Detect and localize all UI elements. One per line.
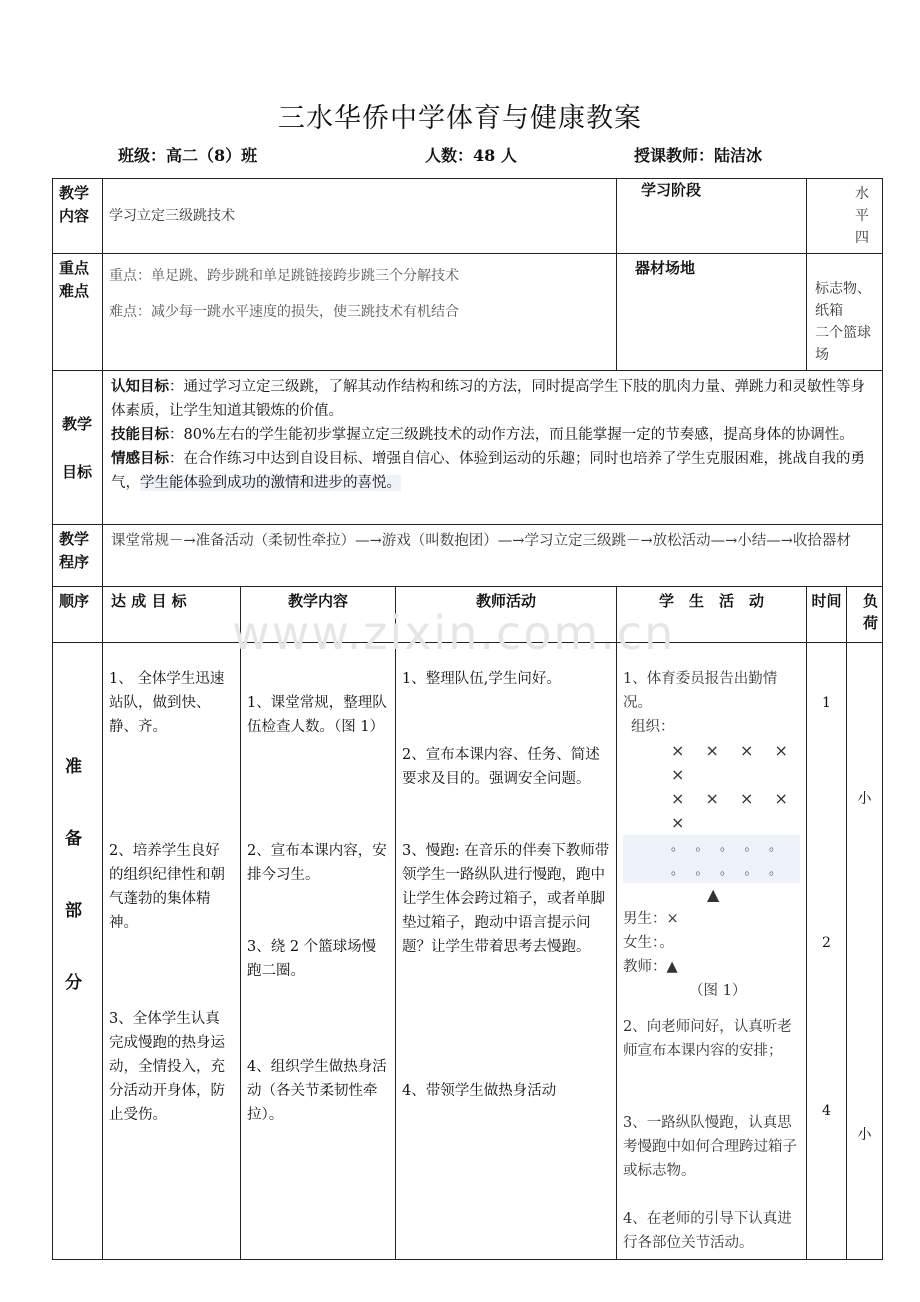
equip-value [807,254,883,371]
content-item: 1、课堂常规，整理队伍检查人数。（图 1） [247,695,387,735]
goal-item: 2、培养学生良好的组织纪律性和朝气蓬勃的集体精神。 [109,843,225,931]
legend-teacher [623,955,800,1003]
content-row [53,179,883,254]
key-point: 重点：单足跳、跨步跳和单足跳链接跨步跳三个分解技术 [109,268,459,284]
contents-cell [241,643,396,1260]
col-student: 学 生 活 动 [617,587,807,643]
content-item: 4、组织学生做热身活动（各关节柔韧性牵拉）。 [247,1059,387,1123]
equip-item: 二个篮球场 [815,325,872,363]
section-char: 准 [65,757,82,777]
time-value: 2 [822,935,831,951]
goals-cell [103,643,241,1260]
col-goal: 达 成 目 标 [103,587,241,643]
content-value: 学习立定三级跳技术 [103,179,617,254]
load-value: 小 [857,1127,872,1143]
cognitive-text: ：通过学习立定三级跳，了解其动作结构和练习的方法，同时提高学生下肢的肌肉力量、弹跳力和灵敏性等身体素质，让学生知道其锻炼的价值。 [111,379,865,419]
procedure-label: 教学程序 [53,525,103,587]
key-label: 重点难点 [53,254,103,371]
watermark: www.zixin.com.cn [232,606,676,660]
equip-item: 标志物、纸箱 [815,281,872,319]
student-item: 3、一路纵队慢跑，认真思考慢跑中如何合理跨过箱子或标志物。 [623,1115,797,1179]
formation-row-x: × × × × × [671,789,796,832]
student-cell [617,643,807,1260]
col-order: 顺序 [53,587,103,643]
student-item: 4、在老师的引导下认真进行各部位关节活动。 [623,1211,792,1251]
col-time: 时间 [807,587,847,643]
difficult-point: 难点：减少每一跳水平速度的损失，使三跳技术有机结合 [109,304,459,320]
content-item: 3、绕 2 个篮球场慢跑二圈。 [247,939,377,979]
emotion-text: ：在合作练习中达到自设目标、增强自信心、体验到运动的乐趣；同时也培养了学生克服困难，挑战自我的勇气， [111,451,865,491]
objectives-row [53,371,883,525]
emotion-objective [111,447,876,495]
section-label [53,643,103,1260]
time-cell [807,643,847,1260]
equip-label: 器材场地 [617,254,807,371]
skill-objective [111,423,876,447]
procedure-row [53,525,883,587]
page-title: 三水华侨中学体育与健康教案 [278,103,642,134]
section-char: 分 [65,973,82,993]
stage-label: 学习阶段 [617,179,807,254]
figure-label: （图 1） [689,983,747,999]
student-count: 人数：48 人 [425,146,517,165]
key-points [103,254,617,371]
time-value: 4 [822,1103,831,1119]
section-char: 备 [65,829,82,849]
content-item: 2、宣布本课内容，安排今习生。 [247,843,387,883]
formation-row-dot: 。。。。。 [623,859,800,883]
class-info: 班级：高二（8）班 [118,146,258,165]
org-label: 组织： [631,719,675,735]
col-content: 教学内容 [241,587,396,643]
col-load: 负荷 [847,587,883,643]
objectives [103,371,883,525]
teacher-name: 授课教师：陆洁冰 [634,146,763,165]
load-cell [847,643,883,1260]
formation-row-x: × × × × × [671,741,796,784]
time-value: 1 [822,695,831,711]
triangle-icon: ▲ [707,885,720,904]
key-row [53,254,883,371]
col-teacher: 教师活动 [396,587,617,643]
teacher-item: 4、带领学生做热身活动 [402,1083,557,1099]
student-item: 2、向老师问好，认真听老师宣布本课内容的安排； [623,1019,792,1059]
objectives-label-b: 目标 [62,462,93,481]
teacher-cell [396,643,617,1260]
objectives-label-a: 教学 [62,414,93,433]
teacher-item: 1、整理队伍,学生问好。 [402,671,561,687]
procedure-text: 课堂常规－→准备活动（柔韧性牵拉）—→游戏（叫数抱团）—→学习立定三级跳－→放松活动—→小结—→收拾器材 [103,525,883,587]
emotion-label: 情感目标 [111,450,169,467]
skill-text: ：80%左右的学生能初步掌握立定三级跳技术的动作方法，而且能掌握一定的节奏感，提高身体的协调性。 [169,427,854,443]
lesson-plan-table [52,178,883,1260]
cognitive-label: 认知目标 [111,378,169,395]
section-char: 部 [65,901,82,921]
legend-female: 女生：。 [623,935,674,951]
objectives-label [53,371,103,525]
stage-value: 水平四 [807,179,883,254]
legend-teacher-text: 教师：▲ [623,959,678,975]
load-value: 小 [857,791,872,807]
emotion-text-highlight: 学生能体验到成功的激情和进步的喜悦。 [140,475,401,491]
cognitive-objective [111,375,876,423]
goal-item: 3、全体学生认真完成慢跑的热身运动，全情投入，充分活动开身体，防止受伤。 [109,1011,225,1123]
student-item: 1、体育委员报告出勤情况。 [623,671,778,711]
legend-male: 男生：× [623,911,679,927]
formation-row-dot: 。。。。。 [623,835,800,859]
teacher-item: 3、慢跑: 在音乐的伴奏下教师带领学生一路纵队进行慢跑，跑中让学生体会跨过箱子，或者单脚垫过箱子，跑动中语言提示问题？让学生带着思考去慢跑。 [402,843,610,955]
goal-item: 1、 全体学生迅速站队，做到快、静、齐。 [109,671,225,735]
teacher-item: 2、宣布本课内容、任务、简述要求及目的。强调安全问题。 [402,747,600,787]
prep-section-row [53,643,883,1260]
skill-label: 技能目标 [111,426,169,443]
spacer [623,1003,800,1015]
content-label: 教学内容 [53,179,103,254]
